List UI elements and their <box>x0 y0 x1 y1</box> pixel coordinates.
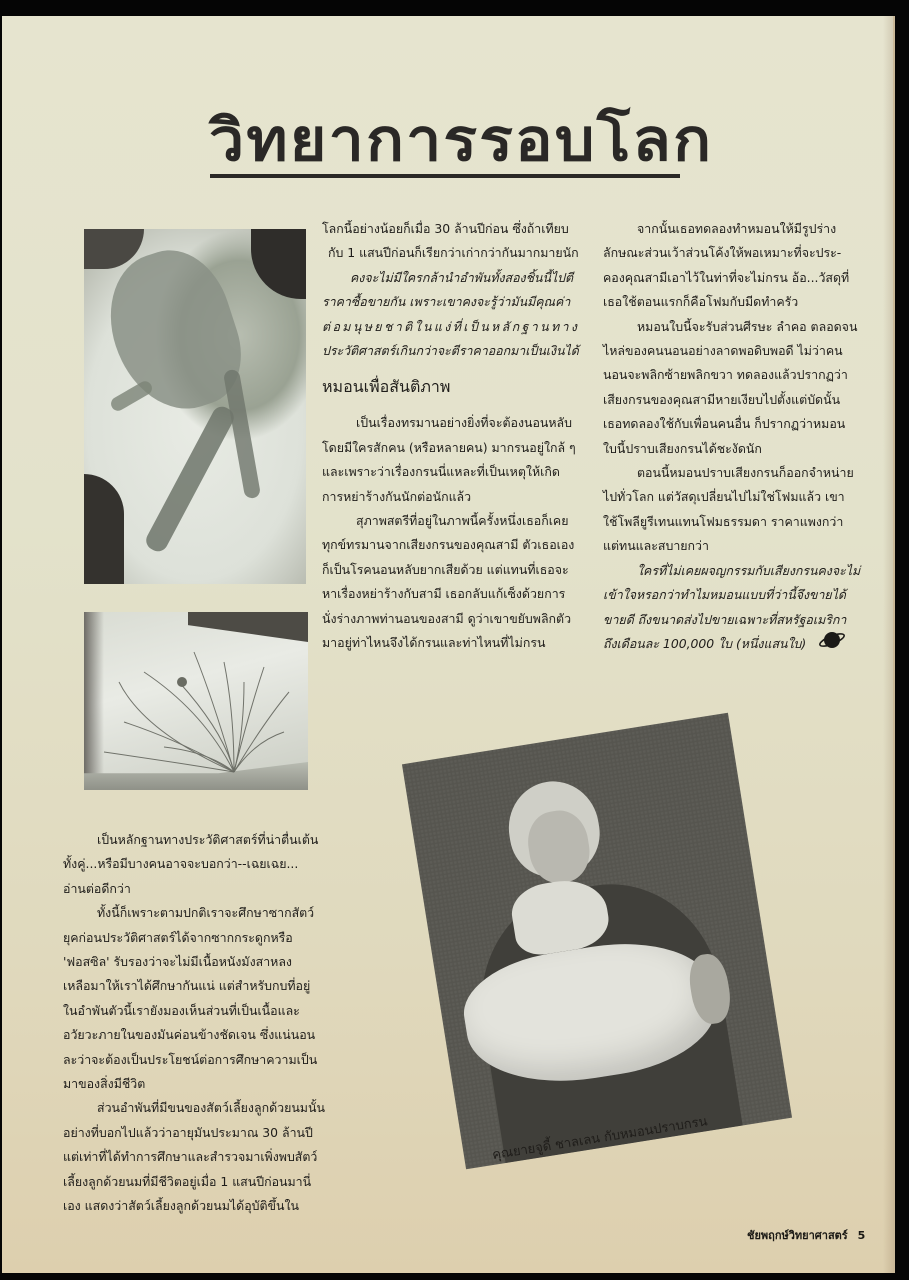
text-line: นอนจะพลิกซ้ายพลิกขวา ทดลองแล้วปรากฏว่า <box>603 367 848 383</box>
text-line: โดยมีใครสักคน (หรือหลายคน) มากรนอยู่ใกล้ ๆ <box>322 439 576 455</box>
text-line: โลกนี้อย่างน้อยก็เมื่อ 30 ล้านปีก่อน ซึ่งถ้าเทียบ <box>322 221 569 236</box>
masthead-underline <box>210 174 680 178</box>
publication-name: ชัยพฤกษ์วิทยาศาสตร์ <box>747 1229 848 1242</box>
text-line: ละว่าจะต้องเป็นประโยชน์ต่อการศึกษาความเป็น <box>63 1051 318 1067</box>
text-line: เธอใช้ตอนแรกก็คือโฟมกับมีดทำครัว <box>603 294 799 310</box>
text-line: เหลือมาให้เราได้ศึกษากันแน่ แต่สำหรับกบที่อยู่ <box>63 978 311 994</box>
text-line: เป็นเรื่องทรมานอย่างยิ่งที่จะต้องนอนหลับ <box>356 415 573 431</box>
section-subheading: หมอนเพื่อสันติภาพ <box>322 377 451 397</box>
woman-with-pillow-photo <box>402 713 792 1170</box>
text-line: แต่ทนและสบายกว่า <box>603 538 709 554</box>
text-line: คงจะไม่มีใครกล้านำอำพันทั้งสองชิ้นนี้ไปตี <box>350 269 574 285</box>
text-line: ไปทั่วโลก แต่วัสดุเปลี่ยนไปไม่ใช่โฟมแล้ว เขา <box>603 489 845 505</box>
hair-strands-illustration <box>84 612 308 790</box>
text-line: ทั้งนี้ก็เพราะตามปกติเราจะศึกษาซากสัตว์ <box>97 905 315 921</box>
text-line: และเพราะว่าเรื่องกรนนี่แหละที่เป็นเหตุให้เกิด <box>322 464 560 480</box>
text-line: เธอทดลองใช้กับเพื่อนคนอื่น ก็ปรากฏว่าหมอน <box>603 416 846 432</box>
text-line: อย่างที่บอกไปแล้วว่าอายุมันประมาณ 30 ล้านปี <box>63 1124 313 1140</box>
article-column-right <box>603 217 871 656</box>
text-line: ราคาซื้อขายกัน เพราะเขาคงจะรู้ว่ามันมีคุณค่า <box>322 294 571 310</box>
text-line: ตอนนี้หมอนปราบเสียงกรนก็ออกจำหน่าย <box>637 465 854 481</box>
text-line: เป็นหลักฐานทางประวัติศาสตร์ที่น่าตื่นเต้น <box>97 832 319 847</box>
text-line: การหย่าร้างกันนักต่อนักแล้ว <box>322 488 472 504</box>
text-line: ใบนี้ปราบเสียงกรนได้ชะงัดนัก <box>603 440 762 456</box>
masthead-title: วิทยาการรอบโลก <box>209 106 714 174</box>
page-number: 5 <box>857 1229 866 1242</box>
text-line: ประวัติศาสตร์เกินกว่าจะตีราคาออกมาเป็นเงินได้ <box>322 343 579 359</box>
text-line: ถึงเดือนละ 100,000 ใบ (หนึ่งแสนใบ) <box>603 635 807 651</box>
text-line: ต่อมนุษยชาติในแง่ที่เป็นหลักฐานทาง <box>322 318 580 334</box>
text-line: หมอนใบนี้จะรับส่วนศีรษะ ลำคอ ตลอดจน <box>637 318 858 334</box>
text-line: ทุกข์ทรมานจากเสียงกรนของคุณสามี ตัวเธอเอง <box>322 537 575 553</box>
text-line: มาของสิ่งมีชีวิต <box>63 1076 146 1092</box>
text-line: กับ 1 แสนปีก่อนก็เรียกว่าเก่ากว่ากันมากมายนัก <box>328 245 579 261</box>
text-line: มาอยู่ท่าไหนจึงได้กรนและท่าไหนที่ไม่กรน <box>322 635 546 651</box>
text-line: จากนั้นเธอทดลองทำหมอนให้มีรูปร่าง <box>637 221 837 236</box>
text-line: นั่งร่างภาพท่านอนของสามี ดูว่าเขาขยับพลิกตัว <box>322 610 572 626</box>
text-line: เลี้ยงลูกด้วยนมที่มีชีวิตอยู่เมื่อ 1 แสนปีก่อนมานี่ <box>63 1173 312 1189</box>
text-line: ใช้โพลียูรีเทนแทนโฟมธรรมดา ราคาแพงกว่า <box>603 513 844 529</box>
text-line: ก็เป็นโรคนอนหลับยากเสียด้วย แต่แทนที่เธอจะ <box>322 561 569 577</box>
text-line: ใครที่ไม่เคยผจญกรรมกับเสียงกรนคงจะไม่ <box>637 562 861 578</box>
article-column-middle <box>322 217 592 656</box>
text-line: ลักษณะส่วนเว้าส่วนโค้งให้พอเหมาะที่จะประ- <box>603 245 842 261</box>
text-line: คองคุณสามีเอาไว้ในท่าที่จะไม่กรน อ้อ...วัสดุที่ <box>603 269 850 285</box>
text-line: อวัยวะภายในของมันค่อนข้างชัดเจน ซึ่งแน่นอน <box>63 1027 316 1043</box>
text-line: เอง แสดงว่าสัตว์เลี้ยงลูกด้วยนมได้อุบัติขึ้นใน <box>63 1198 300 1214</box>
text-line: หาเรื่องหย่าร้างกับสามี เธอกลับแก้เซ็งด้วยการ <box>322 586 566 602</box>
text-line: 'ฟอสซิล' รับรองว่าจะไม่มีเนื้อหนังมังสาหลง <box>63 954 292 970</box>
hair-amber-photo <box>84 612 308 790</box>
text-line: อ่านต่อดีกว่า <box>63 880 131 896</box>
text-line: ส่วนอำพันที่มีขนของสัตว์เลี้ยงลูกด้วยนมนั้น <box>97 1100 325 1116</box>
page-footer <box>747 1226 865 1244</box>
text-line: เสียงกรนของคุณสามีหายเงียบไปตั้งแต่บัดนั้น <box>603 391 841 407</box>
text-line: ไหล่ของคนนอนอย่างลาดพอดิบพอดี ไม่ว่าคน <box>603 343 843 359</box>
article-column-left <box>63 828 325 1219</box>
text-line: สุภาพสตรีที่อยู่ในภาพนี้ครั้งหนึ่งเธอก็เคย <box>356 513 569 529</box>
text-line: เข้าใจหรอกว่าทำไมหมอนแบบที่ว่านี้จึงขายได้ <box>603 587 846 603</box>
text-line: ขายดี ถึงขนาดส่งไปขายเฉพาะที่สหรัฐอเมริกา <box>603 611 847 627</box>
text-line: ในอำพันตัวนี้เรายังมองเห็นส่วนที่เป็นเนื้อและ <box>63 1002 300 1018</box>
text-line: ทั้งคู่...หรือมีบางคนอาจจะบอกว่า--เฉยเฉย... <box>63 856 299 872</box>
photo-caption: คุณยายจูดี้ ชาลเลน กับหมอนปราบกรน <box>491 1114 709 1164</box>
magazine-page <box>2 16 895 1273</box>
text-line: ยุคก่อนประวัติศาสตร์ได้จากซากกระดูกหรือ <box>63 929 293 945</box>
planet-icon <box>818 629 846 651</box>
text-line: แต่เท่าที่ได้ทำการศึกษาและสำรวจมาเพิ่งพบสัตว์ <box>63 1149 318 1165</box>
frog-amber-photo <box>84 229 306 584</box>
